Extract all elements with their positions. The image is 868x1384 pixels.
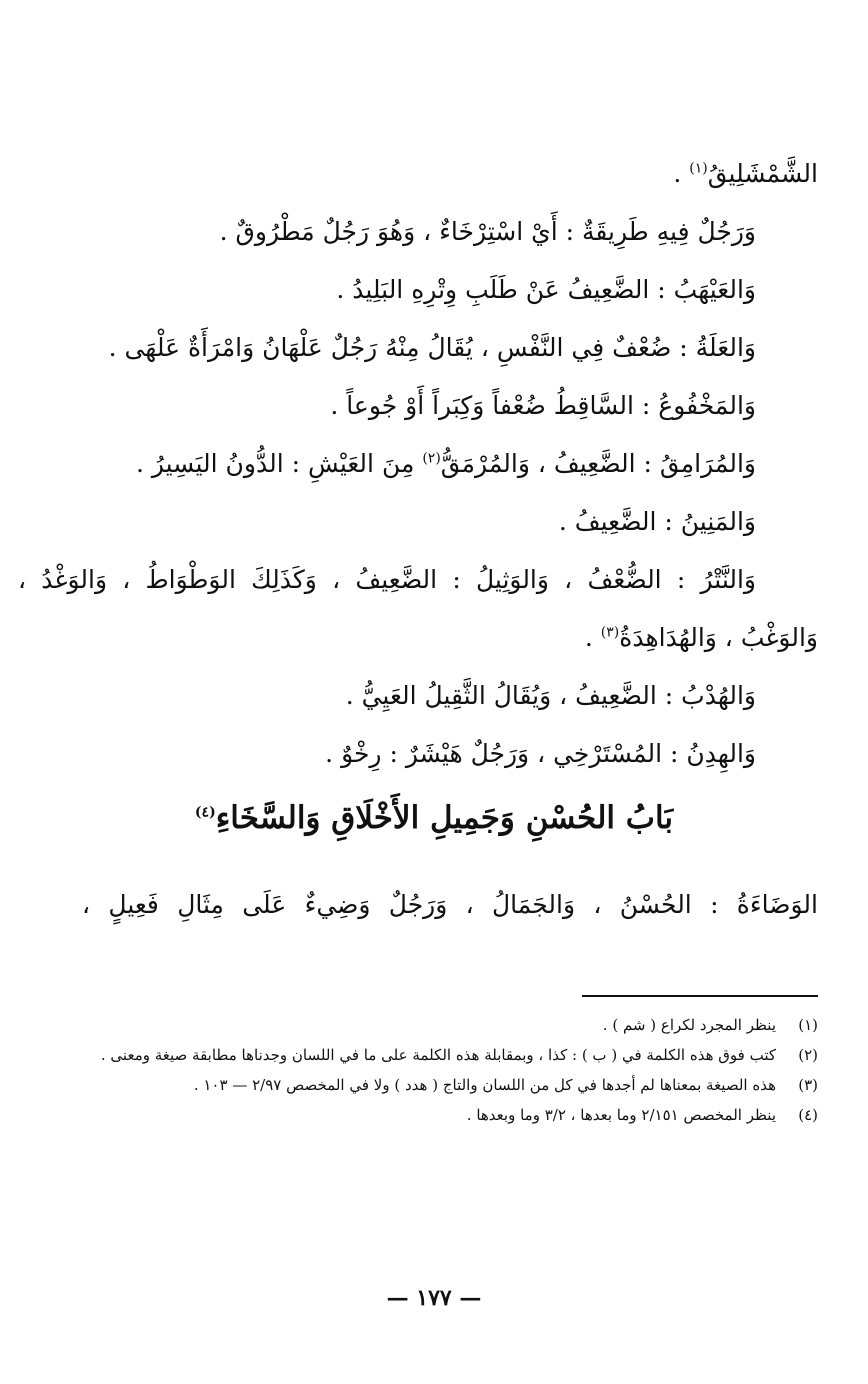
footnote-text: هذه الصيغة بمعناها لم أجدها في كل من اللسان والتاج ( هدد ) ولا في المخصص ٢/٩٧ — ١٠٣ . bbox=[193, 1076, 776, 1094]
line-end: مِنَ العَيْشِ : الدُّونُ اليَسِيرُ . bbox=[135, 449, 423, 478]
text-line-1 bbox=[18, 145, 818, 203]
line-text: وَالمَنِينُ : الضَّعِيفُ . bbox=[558, 507, 756, 536]
page-number: — ١٧٧ — bbox=[386, 1285, 482, 1311]
footnote-ref: (٣) bbox=[600, 624, 620, 641]
line-text: وَرَجُلٌ فِيهِ طَرِيقَةٌ : أَيْ اسْتِرْخَاءٌ ، وَهُوَ رَجُلٌ مَطْرُوقٌ . bbox=[219, 217, 756, 246]
line-text: وَالمَخْفُوعُ : السَّاقِطُ ضُعْفاً وَكِبَراً أَوْ جُوعاً . bbox=[330, 391, 756, 420]
chapter-title-text: بَابُ الحُسْنِ وَجَمِيلِ الأَخْلَاقِ وَالسَّخَاءِ bbox=[215, 800, 674, 836]
footnote-text: ينظر المجرد لكراع ( شم ) . bbox=[602, 1016, 776, 1034]
line-end: . bbox=[584, 623, 601, 652]
footnote bbox=[48, 1010, 818, 1040]
text-line-9 bbox=[18, 609, 818, 667]
line-text: وَالهِدِنُ : المُسْتَرْخِي ، وَرَجُلٌ هَيْشَرٌ : رِخْوٌ . bbox=[325, 739, 756, 768]
main-text bbox=[18, 145, 818, 783]
text-line-4 bbox=[18, 319, 818, 377]
footnote-number: (٤) bbox=[798, 1106, 818, 1124]
text-line-2 bbox=[18, 203, 818, 261]
line-text: وَالعَلَةُ : ضُعْفٌ فِي النَّفْسِ ، يُقَالُ مِنْهُ رَجُلٌ عَلْهَانُ وَامْرَأَةٌ عَلْهَى . bbox=[108, 333, 756, 362]
line-end: . bbox=[673, 159, 690, 188]
line-text: وَالوَغْبُ ، وَالهُدَاهِدَةُ bbox=[619, 623, 818, 652]
footnote-number: (٣) bbox=[798, 1076, 818, 1094]
text-line-11 bbox=[18, 725, 818, 783]
footnote-divider bbox=[582, 995, 818, 997]
text-line-3 bbox=[18, 261, 818, 319]
footnote-ref: (١) bbox=[689, 160, 708, 177]
chapter-heading bbox=[0, 800, 868, 836]
line-text: وَالهُدْبُ : الضَّعِيفُ ، وَيُقَالُ الثَّقِيلُ العَيِيُّ . bbox=[345, 681, 756, 710]
footnote-number: (١) bbox=[798, 1016, 818, 1034]
footnote-text: ينظر المخصص ٢/١٥١ وما بعدها ، ٣/٢ وما وبعدها . bbox=[466, 1106, 776, 1124]
text-line-7 bbox=[18, 493, 818, 551]
line-text: الشَّمْشَلِيقُ bbox=[707, 159, 818, 188]
text-line-8 bbox=[18, 551, 818, 609]
text-line-6 bbox=[18, 435, 818, 493]
footnote-ref: (٢) bbox=[422, 450, 441, 467]
text-line-after-heading bbox=[82, 876, 818, 934]
footnote bbox=[48, 1070, 818, 1100]
line-text: وَالنَّتْرُ : الضُّعْفُ ، وَالوَثِيلُ : الضَّعِيفُ ، وَكَذَلِكَ الوَطْوَاطُ ، وَالوَغْدُ ، bbox=[18, 565, 756, 594]
line-text: الوَضَاءَةُ : الحُسْنُ ، وَالجَمَالُ ، وَرَجُلٌ وَضِيءٌ عَلَى مِثَالِ فَعِيلٍ ، bbox=[82, 890, 818, 919]
line-text: وَالمُرَامِقُ : الضَّعِيفُ ، وَالمُرْمَقُّ bbox=[440, 449, 756, 478]
footnote-text: كتب فوق هذه الكلمة في ( ب ) : كذا ، وبمقابلة هذه الكلمة على ما في اللسان وجدناها مطابقة صيغة ومعنى . bbox=[100, 1046, 776, 1064]
footnote bbox=[48, 1100, 818, 1130]
footnote-number: (٢) bbox=[798, 1046, 818, 1064]
line-text: وَالعَيْهَبُ : الضَّعِيفُ عَنْ طَلَبِ وِتْرِهِ البَلِيدُ . bbox=[336, 275, 756, 304]
text-line-5 bbox=[18, 377, 818, 435]
footnote bbox=[48, 1040, 818, 1070]
text-line-10 bbox=[18, 667, 818, 725]
footnote-ref: (٤) bbox=[194, 804, 216, 821]
footnotes bbox=[48, 1010, 818, 1130]
